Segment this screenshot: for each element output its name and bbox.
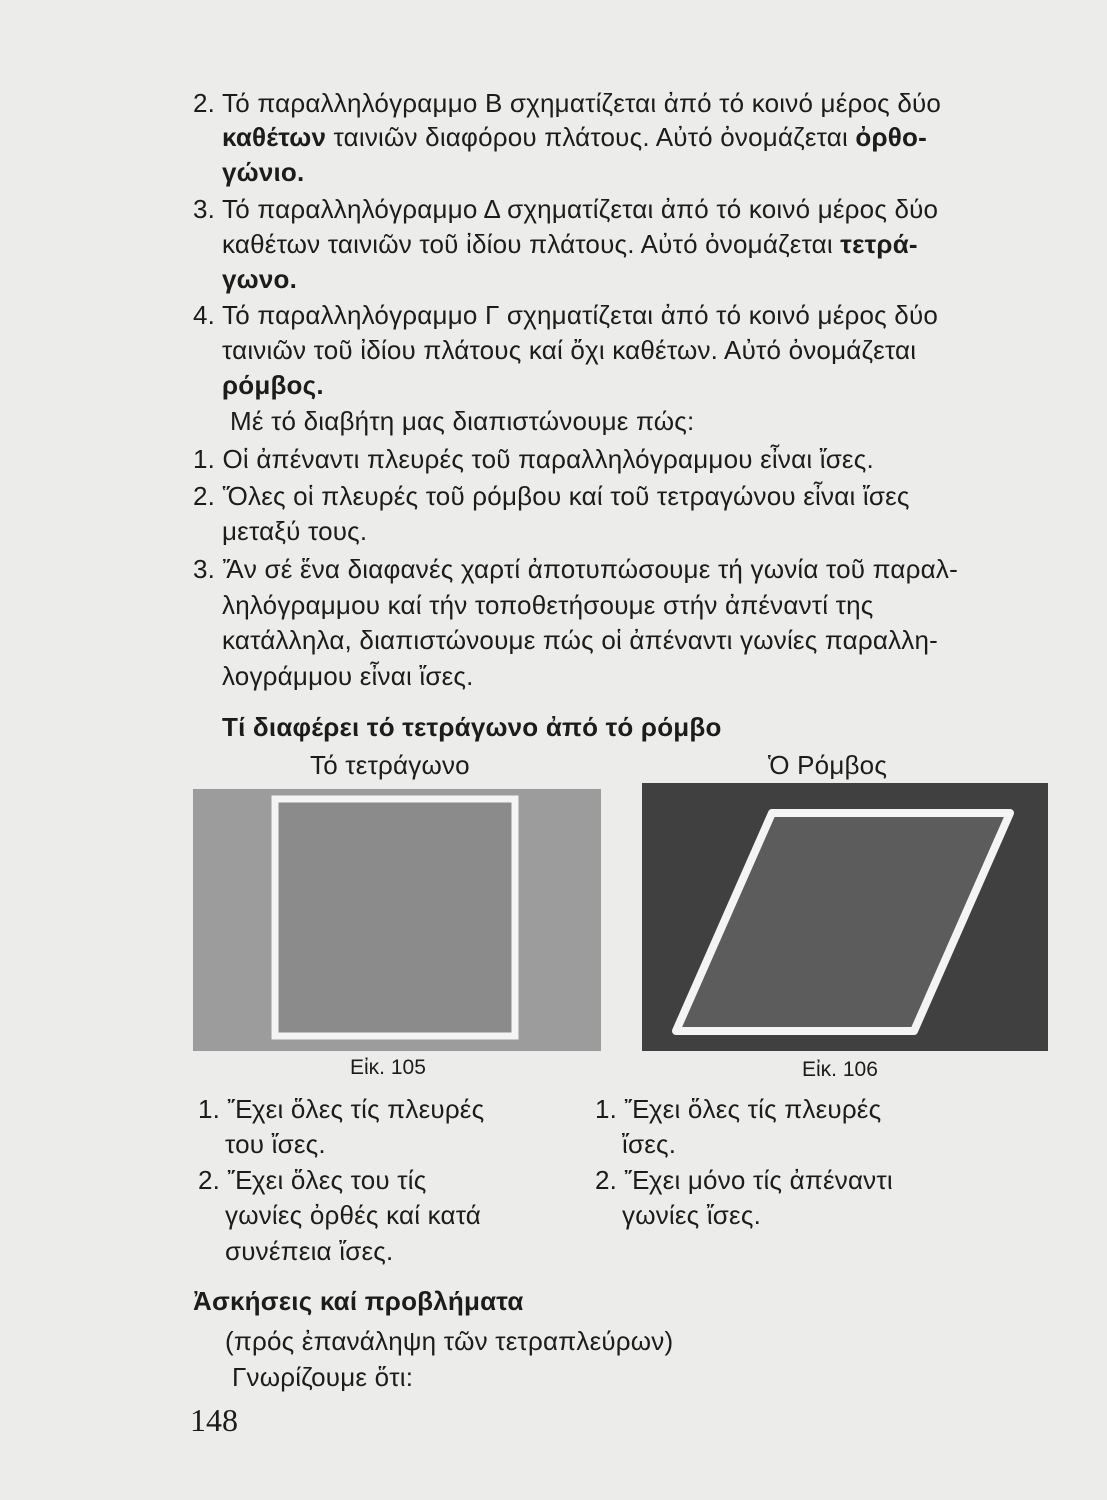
observation-1: 1. Οἱ ἀπέναντι πλευρές τοῦ παραλληλόγραμμου εἶναι ἴσες. — [193, 444, 874, 474]
observation-2-line1: 2. Ὅλες οἱ πλευρές τοῦ ρόμβου καί τοῦ τετραγώνου εἶναι ἴσες — [193, 481, 910, 511]
item3-bold-square: τετρά- — [840, 229, 918, 259]
item3-line2 — [222, 227, 918, 261]
item4-line3: ρόμβος. — [222, 370, 324, 400]
rhombus-shape-icon — [642, 783, 1048, 1051]
square-property-1-line1: 1. Ἔχει ὅλες τίς πλευρές — [198, 1094, 485, 1124]
item2-line2 — [222, 120, 927, 154]
item2-bold-perpendicular: καθέτων — [222, 122, 327, 152]
exercises-lead: Γνωρίζουμε ὅτι: — [232, 1362, 414, 1392]
exercises-heading: Ἀσκήσεις καί προβλήματα — [193, 1286, 524, 1316]
item3-line2-text: καθέτων ταινιῶν τοῦ ἰδίου πλάτους. Αὐτό ὀνομάζεται — [222, 229, 841, 259]
item2-bold-rectangle: ὀρθο- — [855, 122, 927, 152]
item4-line1: 4. Τό παραλληλόγραμμο Γ σχηματίζεται ἀπό τό κοινό μέρος δύο — [193, 300, 939, 330]
square-shape-icon — [193, 789, 601, 1051]
square-property-2-line3: συνέπεια ἴσες. — [225, 1236, 394, 1266]
item3-line3: γωνο. — [222, 264, 297, 294]
rhombus-property-2-line1: 2. Ἔχει μόνο τίς ἀπέναντι — [595, 1165, 893, 1195]
figure-square — [193, 789, 601, 1051]
figure-rhombus — [642, 783, 1048, 1051]
observation-3-line3: κατάλληλα, διαπιστώνουμε πώς οἱ ἀπέναντι γωνίες παραλλη- — [222, 625, 939, 655]
square-property-1-line2: του ἴσες. — [225, 1129, 326, 1159]
figure-106-caption: Εἰκ. 106 — [802, 1058, 878, 1081]
figure-105-caption: Εἰκ. 105 — [350, 1056, 426, 1079]
observation-3-line1: 3. Ἄν σέ ἕνα διαφανές χαρτί ἀποτυπώσουμε τή γωνία τοῦ παραλ- — [193, 554, 958, 584]
rhombus-title: Ὁ Ρόμβος — [768, 750, 888, 780]
rhombus-property-1-line1: 1. Ἔχει ὅλες τίς πλευρές — [595, 1094, 882, 1124]
page-number: 148 — [190, 1402, 238, 1438]
square-title: Τό τετράγωνο — [310, 750, 470, 780]
rhombus-property-2-line2: γωνίες ἴσες. — [622, 1200, 761, 1230]
compare-heading: Τί διαφέρει τό τετράγωνο ἀπό τό ρόμβο — [222, 712, 722, 742]
item4-line2: ταινιῶν τοῦ ἰδίου πλάτους καί ὄχι καθέτων. Αὐτό ὀνομάζεται — [222, 335, 917, 365]
observations-intro: Μέ τό διαβήτη μας διαπιστώνουμε πώς: — [230, 406, 695, 436]
observation-3-line4: λογράμμου εἶναι ἴσες. — [222, 661, 474, 691]
square-property-2-line2: γωνίες ὀρθές καί κατά — [225, 1200, 482, 1230]
item2-line2-text: ταινιῶν διαφόρου πλάτους. Αὐτό ὀνομάζεται — [326, 122, 856, 152]
observation-3-line2: ληλόγραμμου καί τήν τοποθετήσουμε στήν ἀπέναντί της — [222, 590, 874, 620]
item2-line3: γώνιο. — [222, 157, 305, 187]
observation-2-line2: μεταξύ τους. — [222, 516, 368, 546]
item3-line1: 3. Τό παραλληλόγραμμο Δ σχηματίζεται ἀπό τό κοινό μέρος δύο — [193, 194, 939, 224]
exercises-subtitle: (πρός ἐπανάληψη τῶν τετραπλεύρων) — [225, 1326, 674, 1356]
item2-line1: 2. Τό παραλληλόγραμμο Β σχηματίζεται ἀπό τό κοινό μέρος δύο — [193, 88, 942, 118]
square-property-2-line1: 2. Ἔχει ὅλες του τίς — [198, 1165, 427, 1195]
rhombus-property-1-line2: ἴσες. — [622, 1129, 677, 1159]
